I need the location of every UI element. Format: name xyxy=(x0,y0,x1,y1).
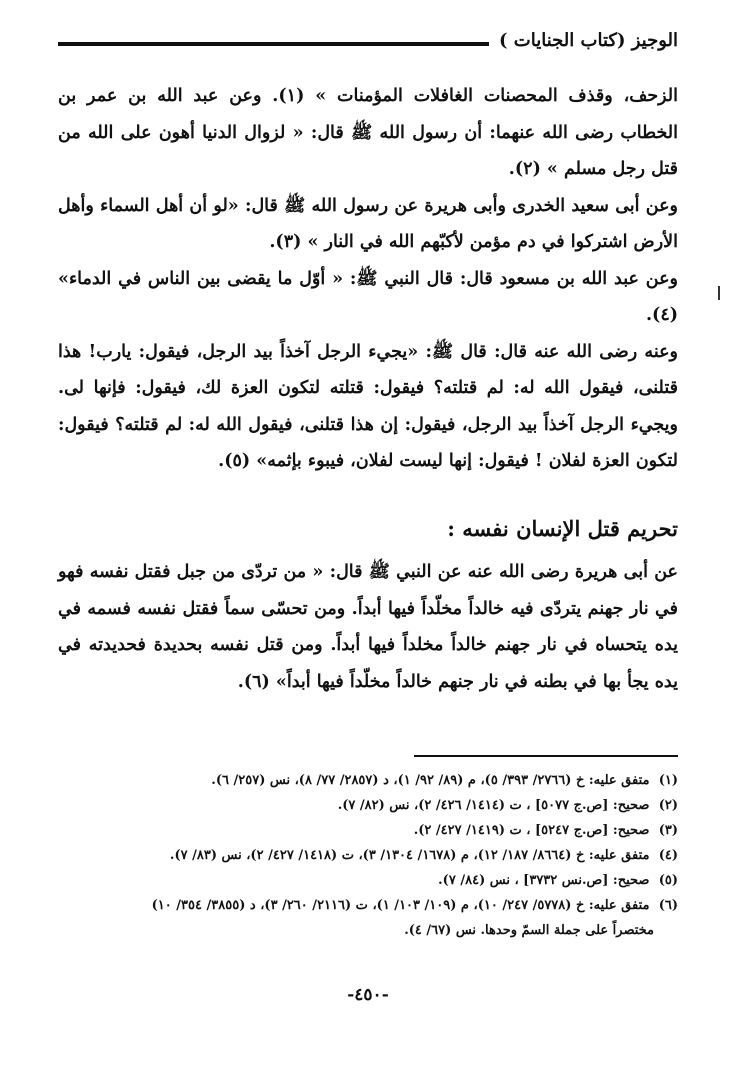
footnote-number: (٣) xyxy=(658,823,678,838)
body-paragraph: الزحف، وقذف المحصنات الغافلات المؤمنات » (١). وعن عبد الله بن عمر بن الخطاب رضى الله عنهما: أن رسول الله ﷺ قال: « لزوال الدنيا أهون على الله من قتل رجل مسلم » (٢). xyxy=(58,86,678,179)
section-text xyxy=(58,554,678,700)
header-rule xyxy=(58,42,489,46)
section-heading: تحريم قتل الإنسان نفسه : xyxy=(447,516,678,541)
footnote xyxy=(58,868,678,893)
footnote-number: (٢) xyxy=(658,798,678,813)
body-text xyxy=(58,78,678,480)
running-header xyxy=(58,30,678,51)
body-paragraph: وعن عبد الله بن مسعود قال: قال النبي ﷺ: « أوّل ما يقضى بين الناس في الدماء» (٤). xyxy=(58,268,678,325)
body-paragraph: وعنه رضى الله عنه قال: قال ﷺ: «يجيء الرجل آخذاً بيد الرجل، فيقول: يارب! هذا قتلنى، فيقول الله له: لم قتلته؟ فيقول: قتلته لتكون العزة لك، فيقول: فإنها لى. ويجيء الرجل آخذاً بيد الرجل، فيقول: إن هذا قتلنى، فيقول الله له: لم قتلته؟ فيقول: لتكون العزة لفلان ! فيقول: إنها ليست لفلان، فيبوء بإثمه» (٥). xyxy=(58,341,678,471)
footnote-text: صحيح: [ص.ج ٥٠٧٧] ، ت (١٤١٤/ ٤٢٦/ ٢)، نس (٨٢/ ٧). xyxy=(337,798,650,813)
footnote-number: (٤) xyxy=(658,848,678,863)
footnote-text: صحيح: [ص.نس ٣٧٣٢] ، نس (٨٤/ ٧). xyxy=(438,873,650,888)
footnotes xyxy=(58,768,678,943)
footnote-text: متفق عليه: خ (٥٧٧٨/ ٢٤٧/ ١٠)، م (١٠٩/ ١٠٣/ ١)، ت (٢١١٦/ ٢٦٠/ ٣)، د (٣٨٥٥/ ٣٥٤/ ١٠) xyxy=(151,898,650,913)
footnote-number: (١) xyxy=(658,773,678,788)
footnote-text: متفق عليه: خ (٢٧٦٦/ ٣٩٣/ ٥)، م (٨٩/ ٩٢/ ١)، د (٢٨٥٧/ ٧٧/ ٨)، نس (٢٥٧/ ٦). xyxy=(211,773,650,788)
section-paragraph: عن أبى هريرة رضى الله عنه عن النبي ﷺ قال: « من تردّى من جبل فقتل نفسه فهو في نار جهنم يتردّى فيه خالداً مخلّداً فيها أبداً. ومن تحسّى سماً فقتل نفسه فسمه في يده يتحساه في نار جهنم خالداً مخلداً فيها أبداً. ومن قتل نفسه بحديدة فحديدته في يده يجأ بها في بطنه في نار جنهم خالداً مخلّداً فيها أبداً» (٦). xyxy=(58,562,678,692)
footnote-text: صحيح: [ص.ج ٥٢٤٧] ، ت (١٤١٩/ ٤٢٧/ ٢). xyxy=(413,823,650,838)
footnote xyxy=(58,768,678,793)
footnote-rule xyxy=(414,755,678,757)
footnote-continuation: مختصراً على جملة السمّ وحدها. نس (٦٧/ ٤). xyxy=(404,923,654,938)
footnote-number: (٦) xyxy=(658,898,678,913)
footnote-number: (٥) xyxy=(658,873,678,888)
page-number: -٤٥٠- xyxy=(347,985,389,1005)
footnote xyxy=(58,818,678,843)
footnote-text: متفق عليه: خ (٨٦٦٤/ ١٨٧/ ١٢)، م (١٦٧٨/ ١٣٠٤/ ٣)، ت (١٤١٨/ ٤٢٧/ ٢)، نس (٨٣/ ٧). xyxy=(169,848,650,863)
footnote xyxy=(58,843,678,868)
header-title: الوجيز (كتاب الجنايات ) xyxy=(499,30,678,51)
margin-mark xyxy=(718,286,720,300)
body-paragraph: وعن أبى سعيد الخدرى وأبى هريرة عن رسول الله ﷺ قال: «لو أن أهل السماء وأهل الأرض اشتركوا في دم مؤمن لأكبّهم الله في النار » (٣). xyxy=(58,195,678,252)
footnote xyxy=(58,793,678,818)
footnote xyxy=(58,893,678,918)
